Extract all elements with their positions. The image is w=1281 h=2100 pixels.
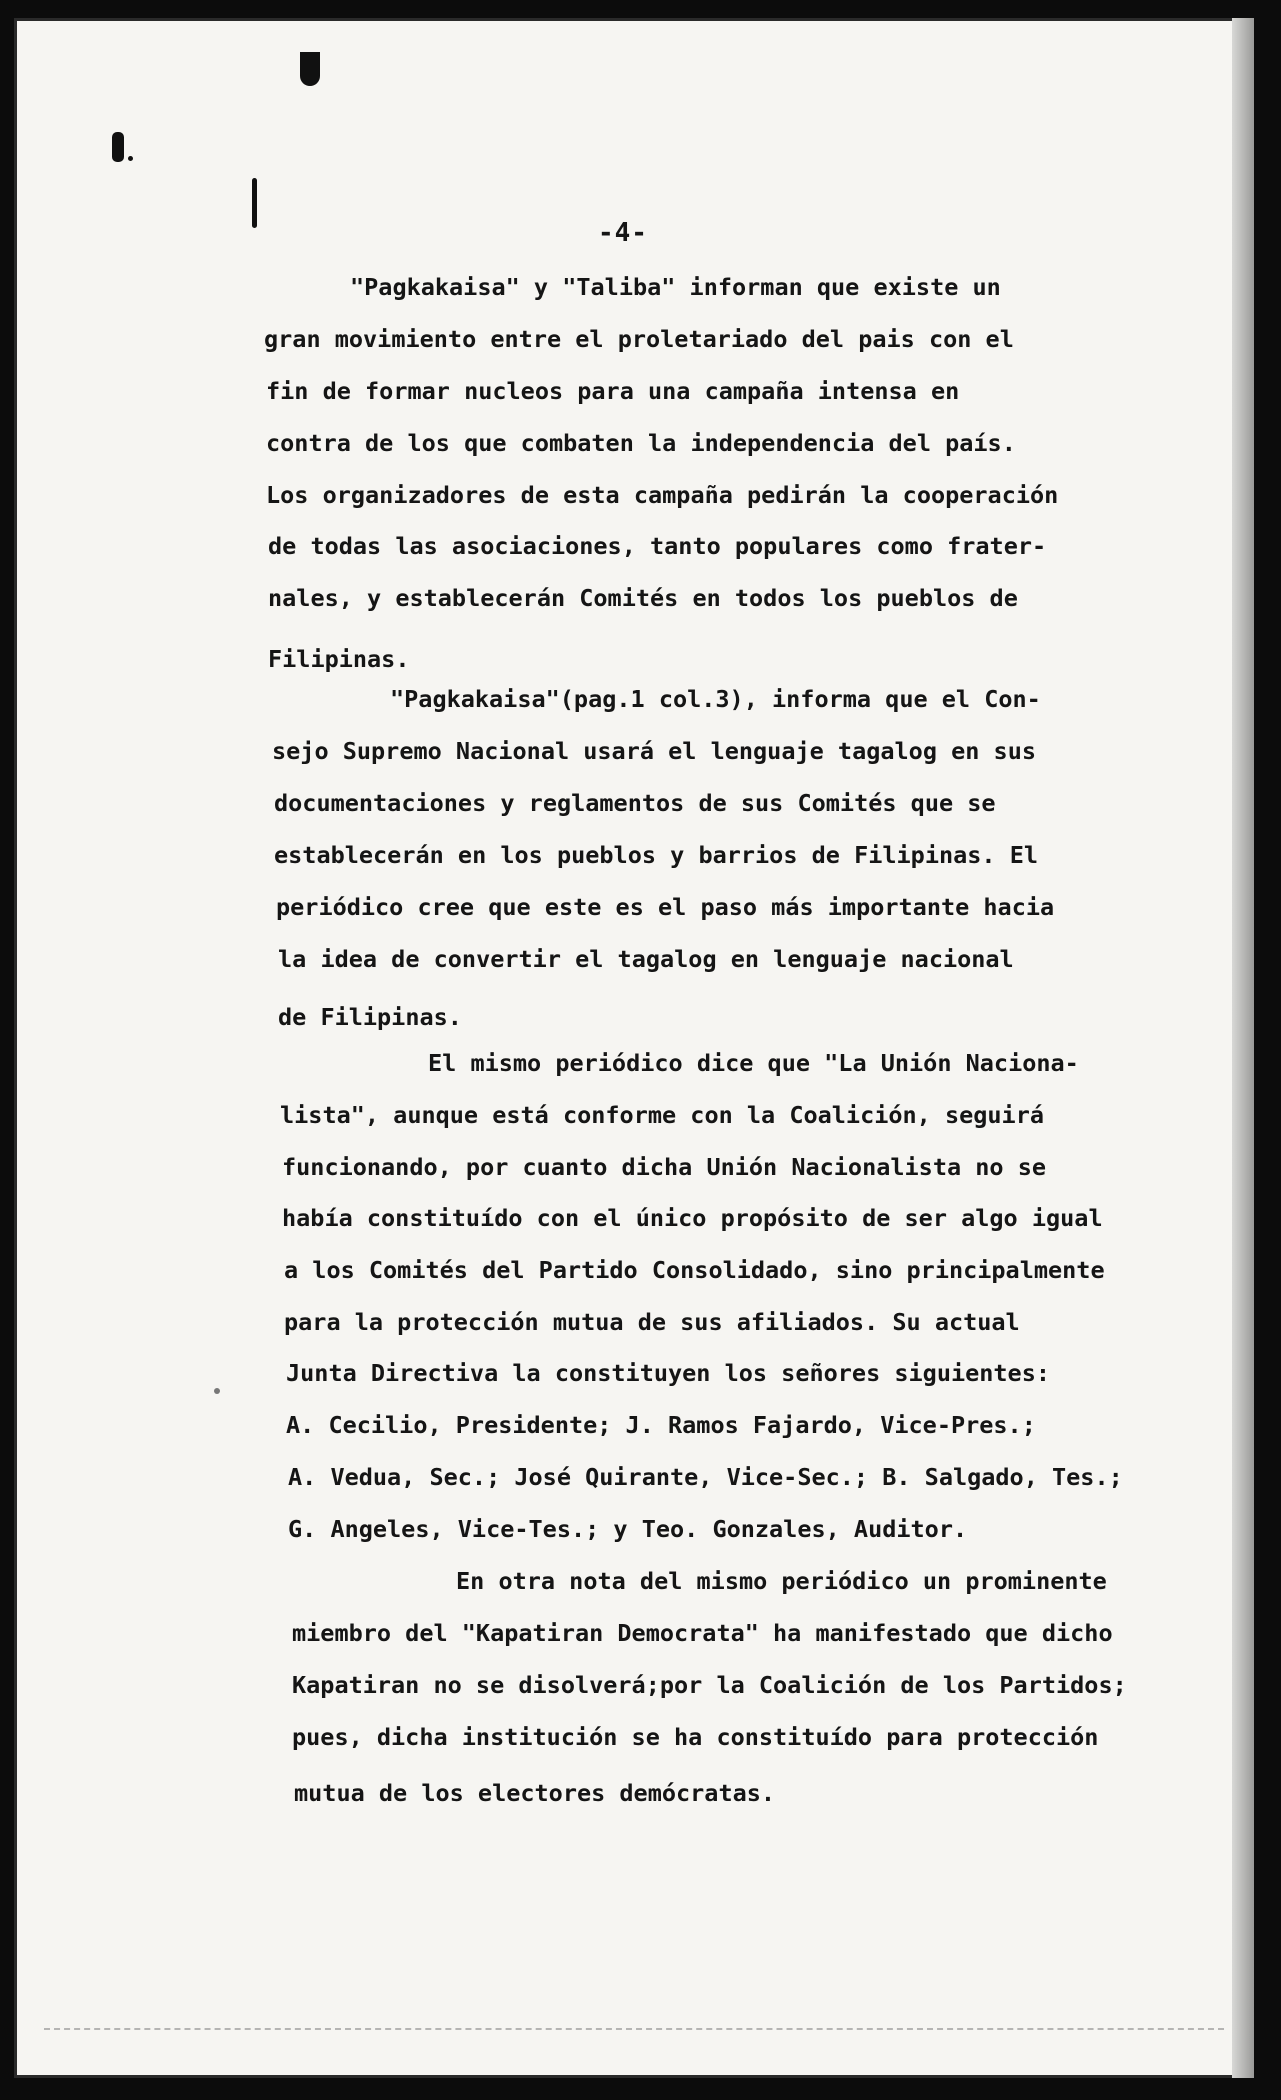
text-line: lista", aunque está conforme con la Coalición, seguirá bbox=[280, 1101, 1045, 1129]
text-line: pues, dicha institución se ha constituído para protección bbox=[292, 1723, 1099, 1751]
text-line: gran movimiento entre el proletariado del pais con el bbox=[264, 325, 1014, 353]
text-line: G. Angeles, Vice-Tes.; y Teo. Gonzales, Auditor. bbox=[288, 1515, 968, 1543]
text-line: Kapatiran no se disolverá;por la Coalición de los Partidos; bbox=[292, 1671, 1127, 1699]
text-line: nales, y establecerán Comités en todos los pueblos de bbox=[268, 584, 1018, 612]
page-number: -4- bbox=[598, 218, 648, 248]
text-line: periódico cree que este es el paso más importante hacia bbox=[276, 893, 1055, 921]
text-line: "Pagkakaisa"(pag.1 col.3), informa que el Con- bbox=[390, 685, 1041, 713]
text-line: miembro del "Kapatiran Democrata" ha manifestado que dicho bbox=[292, 1619, 1113, 1647]
text-line: de Filipinas. bbox=[278, 1003, 462, 1031]
text-line: la idea de convertir el tagalog en lenguaje nacional bbox=[278, 945, 1014, 973]
text-line: a los Comités del Partido Consolidado, sino principalmente bbox=[284, 1256, 1105, 1284]
text-line: establecerán en los pueblos y barrios de Filipinas. El bbox=[274, 841, 1039, 869]
text-line: Junta Directiva la constituyen los señores siguientes: bbox=[286, 1359, 1051, 1387]
text-line: En otra nota del mismo periódico un prominente bbox=[456, 1567, 1107, 1595]
ink-mark-dot bbox=[112, 132, 124, 162]
ink-mark-speck bbox=[214, 1388, 220, 1394]
text-line: mutua de los electores demócratas. bbox=[294, 1779, 776, 1807]
paper-right-edge bbox=[1232, 18, 1254, 2078]
text-line: fin de formar nucleos para una campaña intensa en bbox=[266, 377, 960, 405]
text-line: Los organizadores de esta campaña pedirán la cooperación bbox=[266, 481, 1059, 509]
text-line: A. Vedua, Sec.; José Quirante, Vice-Sec.; B. Salgado, Tes.; bbox=[288, 1463, 1123, 1491]
ink-mark-check bbox=[300, 52, 320, 86]
text-line: El mismo periódico dice que "La Unión Naciona- bbox=[428, 1049, 1079, 1077]
text-line: de todas las asociaciones, tanto populares como frater- bbox=[268, 532, 1047, 560]
text-line: sejo Supremo Nacional usará el lenguaje tagalog en sus bbox=[272, 737, 1037, 765]
text-line: Filipinas. bbox=[268, 645, 410, 673]
text-line: había constituído con el único propósito de ser algo igual bbox=[282, 1204, 1103, 1232]
text-line: "Pagkakaisa" y "Taliba" informan que existe un bbox=[350, 273, 1001, 301]
text-line: documentaciones y reglamentos de sus Comités que se bbox=[274, 789, 996, 817]
text-line: A. Cecilio, Presidente; J. Ramos Fajardo, Vice-Pres.; bbox=[286, 1411, 1036, 1439]
text-line: funcionando, por cuanto dicha Unión Nacionalista no se bbox=[282, 1153, 1047, 1181]
ink-mark-dot-small bbox=[128, 156, 133, 161]
text-line: para la protección mutua de sus afiliados. Su actual bbox=[284, 1308, 1020, 1336]
ink-mark-stroke bbox=[252, 178, 257, 228]
paper-bottom-edge bbox=[44, 2028, 1224, 2070]
text-line: contra de los que combaten la independencia del país. bbox=[266, 429, 1016, 457]
